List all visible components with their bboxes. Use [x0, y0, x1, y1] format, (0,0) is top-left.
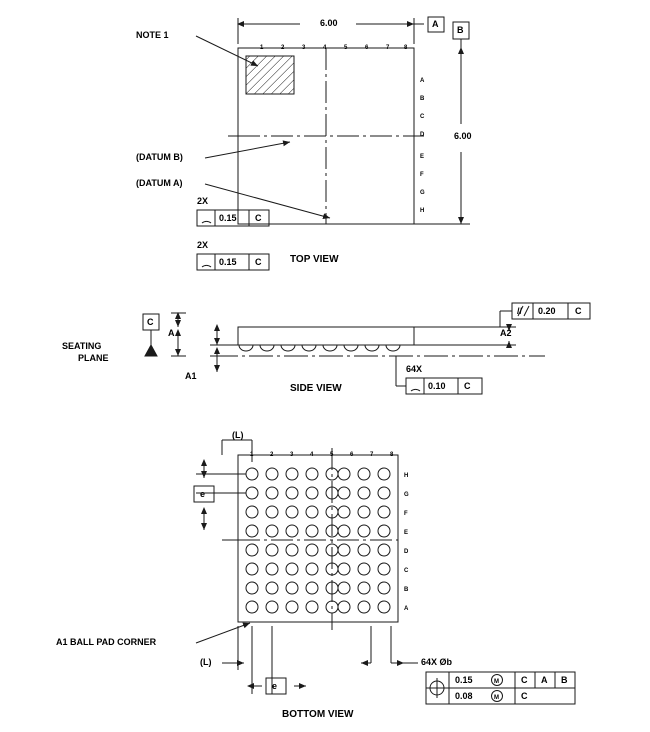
top-height-dimension: 6.00 [454, 131, 472, 141]
flatness-left-multiplier: 2X [197, 196, 209, 206]
bottom-column-label: 6 [350, 452, 354, 458]
top-column-label: 8 [404, 45, 408, 51]
bottom-row-label: F [404, 511, 408, 517]
position-tolerance-row1-modifier: M [494, 679, 499, 685]
flatness-bottom-multiplier: 2X [197, 240, 209, 250]
e-horizontal-label: e [272, 681, 278, 691]
top-column-label: 2 [281, 45, 285, 51]
bottom-row-label: C [404, 568, 409, 574]
coplanarity-tolerance: 0.10 [428, 381, 446, 391]
parallelism-datum: C [575, 306, 582, 316]
dimension-a1-label: A1 [185, 371, 197, 381]
top-row-label: A [420, 78, 425, 84]
bottom-row-label: E [404, 530, 409, 536]
position-tolerance-row1-value: 0.15 [455, 675, 473, 685]
bottom-view-title: BOTTOM VIEW [282, 709, 354, 720]
top-view-title: TOP VIEW [290, 254, 339, 265]
top-column-label: 5 [344, 45, 348, 51]
top-row-label: C [420, 114, 425, 120]
a1-ball-pad-corner-label: A1 BALL PAD CORNER [56, 637, 157, 647]
top-row-label: G [420, 190, 425, 196]
top-column-label: 6 [365, 45, 369, 51]
datum-b-box-label: B [457, 25, 464, 35]
top-column-label: 1 [260, 45, 264, 51]
dimension-a-label: A [168, 328, 175, 338]
top-row-label: F [420, 172, 424, 178]
note-1-label: NOTE 1 [136, 30, 169, 40]
top-column-label: 4 [323, 45, 327, 51]
position-tolerance-row1-datum-1: C [521, 675, 528, 685]
flatness-left-datum: C [255, 213, 262, 223]
e-vertical-label: e [200, 489, 206, 499]
coplanarity-multiplier: 64X [406, 364, 423, 374]
bottom-column-label: 2 [270, 452, 274, 458]
top-row-label: B [420, 96, 425, 102]
bottom-row-label: D [404, 549, 409, 555]
datum-a-box-label: A [432, 19, 439, 29]
position-tolerance-row2-modifier: M [494, 695, 499, 701]
dimension-a2-label: A2 [500, 328, 512, 338]
pitch-top-label: (L) [232, 430, 244, 440]
flatness-left-tolerance: 0.15 [219, 213, 237, 223]
bottom-column-label: 3 [290, 452, 294, 458]
seating-plane-label-line2: PLANE [78, 353, 109, 363]
coplanarity-datum: C [464, 381, 471, 391]
bottom-row-label: H [404, 473, 409, 479]
bottom-row-label: G [404, 492, 409, 498]
position-tolerance-row1-datum-3: B [561, 675, 568, 685]
side-view-title: SIDE VIEW [290, 383, 342, 394]
position-tolerance-row2-value: 0.08 [455, 691, 473, 701]
parallelism-tolerance: 0.20 [538, 306, 556, 316]
bottom-column-label: 7 [370, 452, 374, 458]
pitch-bottom-label: (L) [200, 657, 212, 667]
datum-b-label: (DATUM B) [136, 152, 183, 162]
top-row-label: D [420, 132, 425, 138]
bottom-column-label: 8 [390, 452, 394, 458]
bottom-row-label: A [404, 606, 409, 612]
ball-diameter-label: 64X Øb [421, 657, 453, 667]
datum-c-box-label: C [147, 317, 154, 327]
top-column-label: 7 [386, 45, 390, 51]
top-column-label: 3 [302, 45, 306, 51]
bottom-column-label: 1 [250, 452, 254, 458]
bottom-column-label: 4 [310, 452, 314, 458]
top-row-label: E [420, 154, 425, 160]
flatness-bottom-datum: C [255, 257, 262, 267]
bottom-row-label: B [404, 587, 409, 593]
top-width-dimension: 6.00 [320, 18, 338, 28]
position-tolerance-row2-datum-1: C [521, 691, 528, 701]
parallelism-symbol: // [517, 306, 523, 316]
flatness-bottom-tolerance: 0.15 [219, 257, 237, 267]
top-row-label: H [420, 208, 425, 214]
bottom-column-label: 5 [330, 452, 334, 458]
datum-a-label: (DATUM A) [136, 178, 183, 188]
position-tolerance-row1-datum-2: A [541, 675, 548, 685]
seating-plane-label-line1: SEATING [62, 341, 102, 351]
